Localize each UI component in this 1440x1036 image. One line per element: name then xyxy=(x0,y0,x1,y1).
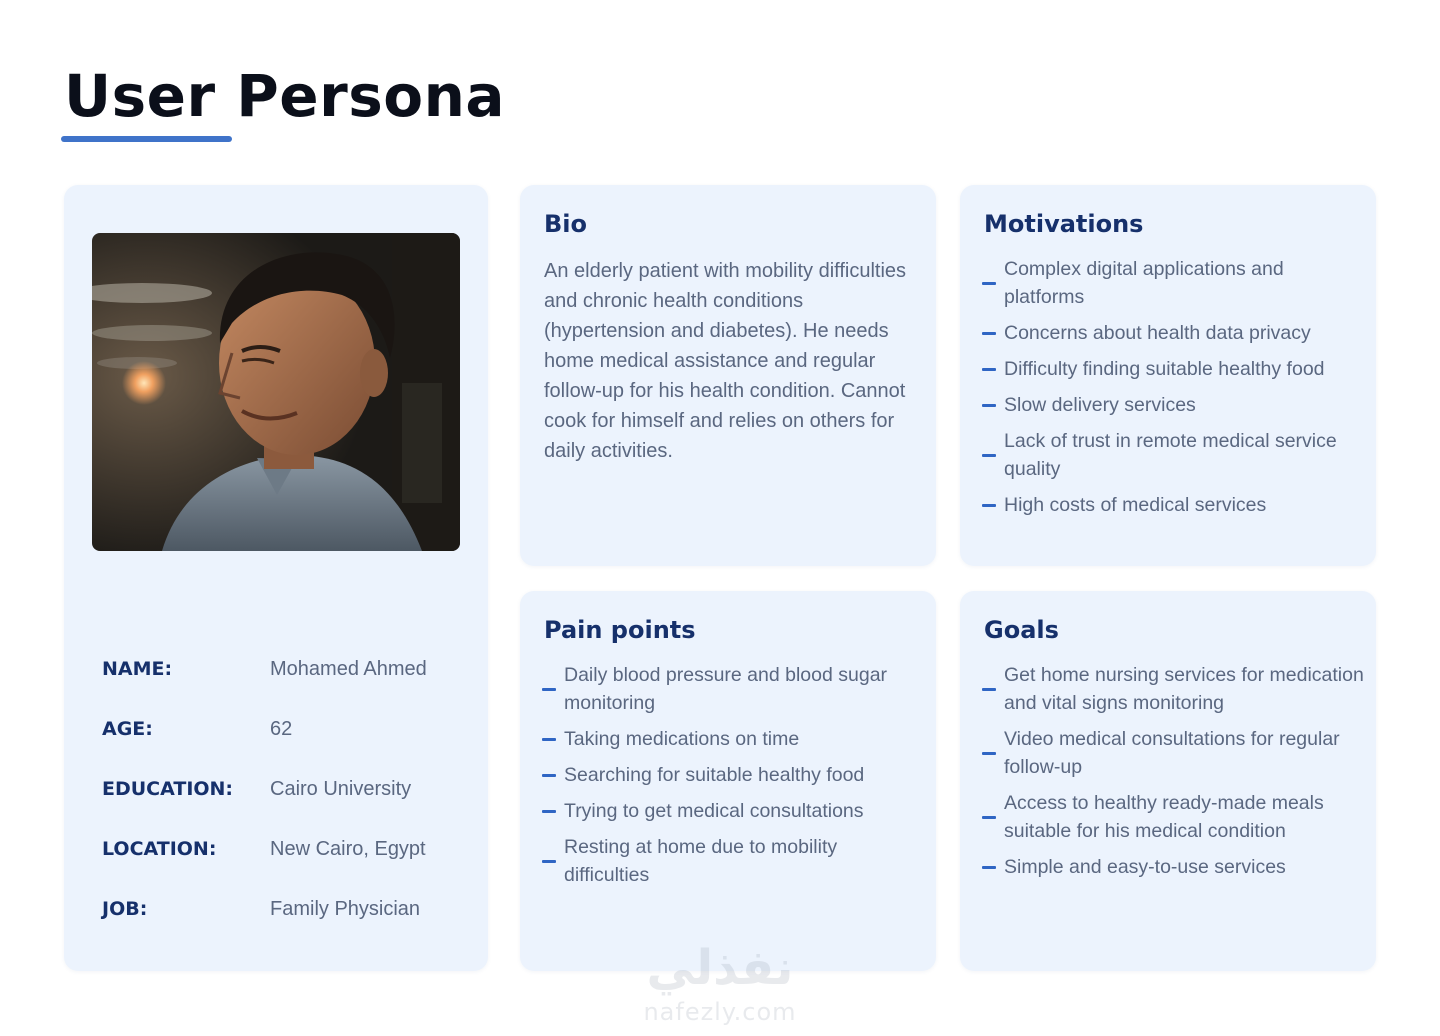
person-portrait-icon xyxy=(92,233,460,551)
info-row-age xyxy=(102,718,462,748)
pain-points-card xyxy=(520,591,936,971)
dash-bullet-icon xyxy=(982,688,996,691)
dash-bullet-icon xyxy=(982,504,996,507)
job-value: Family Physician xyxy=(270,898,421,920)
name-label: NAME: xyxy=(102,658,173,680)
bio-heading: Bio xyxy=(544,210,588,238)
list-item xyxy=(542,725,926,753)
age-label: AGE: xyxy=(102,718,153,740)
list-item-text: Access to healthy ready-made meals suitable for his medical condition xyxy=(1004,792,1324,842)
pain-points-list xyxy=(542,661,926,897)
list-item xyxy=(982,725,1366,781)
job-label: JOB: xyxy=(102,898,148,920)
goals-card xyxy=(960,591,1376,971)
list-item xyxy=(982,255,1366,311)
list-item-text: Trying to get medical consultations xyxy=(564,800,864,822)
profile-photo xyxy=(92,233,460,551)
list-item xyxy=(982,427,1366,483)
list-item-text: Simple and easy-to-use services xyxy=(1004,856,1286,878)
list-item-text: Concerns about health data privacy xyxy=(1004,322,1311,344)
dash-bullet-icon xyxy=(542,860,556,863)
list-item xyxy=(982,319,1366,347)
list-item-text: Complex digital applications and platforms xyxy=(1004,258,1284,308)
motivations-heading: Motivations xyxy=(984,210,1144,238)
dash-bullet-icon xyxy=(982,404,996,407)
location-label: LOCATION: xyxy=(102,838,217,860)
watermark-arabic: نفذلي xyxy=(646,940,794,996)
goals-heading: Goals xyxy=(984,616,1059,644)
name-value: Mohamed Ahmed xyxy=(270,658,427,680)
list-item xyxy=(542,797,926,825)
page-title: User Persona xyxy=(64,62,505,130)
watermark xyxy=(620,938,820,1036)
dash-bullet-icon xyxy=(982,282,996,285)
watermark-latin: nafezly.com xyxy=(643,998,797,1026)
list-item-text: Searching for suitable healthy food xyxy=(564,764,865,786)
dash-bullet-icon xyxy=(982,816,996,819)
list-item xyxy=(542,761,926,789)
info-row-job xyxy=(102,898,462,928)
list-item xyxy=(982,491,1366,519)
dash-bullet-icon xyxy=(542,810,556,813)
list-item-text: Video medical consultations for regular follow-up xyxy=(1004,728,1340,778)
list-item-text: Get home nursing services for medication and vital signs monitoring xyxy=(1004,664,1364,714)
bio-card xyxy=(520,185,936,566)
list-item xyxy=(542,833,926,889)
bio-text: An elderly patient with mobility difficulties and chronic health conditions (hypertension and diabetes). He needs home medical assistance and regular follow-up for his health condition. Cannot cook for himself and relies on others for daily activities. xyxy=(544,260,907,462)
motivations-card xyxy=(960,185,1376,566)
list-item xyxy=(982,789,1366,845)
dash-bullet-icon xyxy=(542,774,556,777)
dash-bullet-icon xyxy=(982,332,996,335)
dash-bullet-icon xyxy=(982,454,996,457)
location-value: New Cairo, Egypt xyxy=(270,838,426,860)
list-item-text: Daily blood pressure and blood sugar monitoring xyxy=(564,664,888,714)
info-row-location xyxy=(102,838,462,868)
info-row-education xyxy=(102,778,462,808)
education-value: Cairo University xyxy=(270,778,412,800)
list-item-text: Difficulty finding suitable healthy food xyxy=(1004,358,1325,380)
goals-list xyxy=(982,661,1366,889)
list-item-text: Slow delivery services xyxy=(1004,394,1196,416)
list-item-text: Resting at home due to mobility difficulties xyxy=(564,836,838,886)
list-item xyxy=(982,853,1366,881)
motivations-list xyxy=(982,255,1366,527)
list-item xyxy=(982,391,1366,419)
list-item xyxy=(542,661,926,717)
title-underline xyxy=(61,136,232,142)
dash-bullet-icon xyxy=(542,738,556,741)
info-row-name xyxy=(102,658,462,688)
list-item-text: Lack of trust in remote medical service quality xyxy=(1004,430,1337,480)
list-item xyxy=(982,661,1366,717)
pain-points-heading: Pain points xyxy=(544,616,696,644)
list-item xyxy=(982,355,1366,383)
dash-bullet-icon xyxy=(982,866,996,869)
dash-bullet-icon xyxy=(982,752,996,755)
dash-bullet-icon xyxy=(542,688,556,691)
dash-bullet-icon xyxy=(982,368,996,371)
list-item-text: High costs of medical services xyxy=(1004,494,1267,516)
profile-card xyxy=(64,185,488,971)
education-label: EDUCATION: xyxy=(102,778,234,800)
age-value: 62 xyxy=(270,718,293,740)
list-item-text: Taking medications on time xyxy=(564,728,800,750)
